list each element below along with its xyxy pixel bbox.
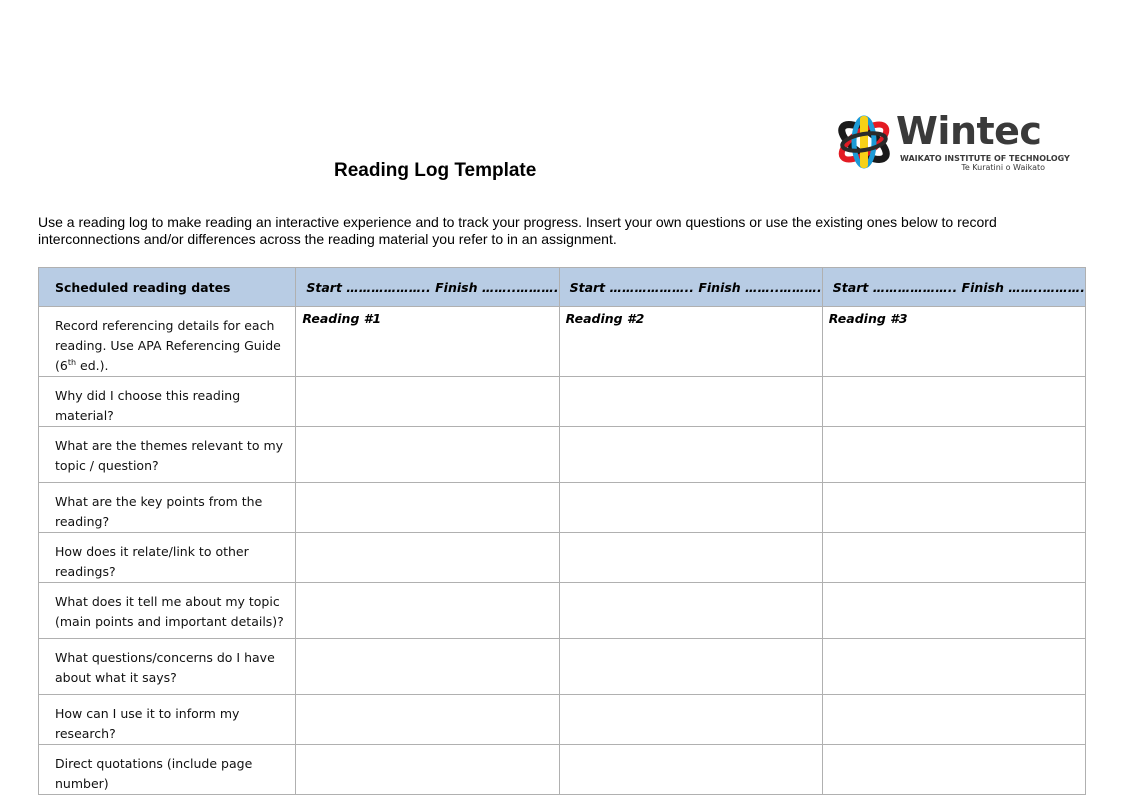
ref-question-sup: th [67, 357, 77, 367]
logo-wordmark: Wintec [896, 109, 1042, 153]
answer-cell[interactable] [296, 427, 559, 483]
start-finish-cell-2[interactable]: Start ……………….. Finish ……..………. [559, 268, 822, 307]
answer-cell[interactable] [296, 377, 559, 427]
answer-cell[interactable] [822, 427, 1085, 483]
reading-1-cell[interactable]: Reading #1 [296, 307, 559, 377]
answer-cell[interactable] [296, 583, 559, 639]
question-cell: What are the key points from the reading? [39, 483, 296, 533]
table-row [39, 307, 1086, 377]
answer-cell[interactable] [296, 483, 559, 533]
table-row [39, 745, 1086, 795]
question-cell-referencing [39, 307, 296, 377]
wintec-logo [834, 109, 1070, 174]
table-row [39, 483, 1086, 533]
intro-paragraph: Use a reading log to make reading an interactive experience and to track your progress. Insert your own questions or use the existing ones below to record interconnections and/or differences across the reading material you refer to in an assignment. [38, 214, 997, 247]
answer-cell[interactable] [822, 695, 1085, 745]
answer-cell[interactable] [822, 533, 1085, 583]
table-row [39, 377, 1086, 427]
logo-subtitle: WAIKATO INSTITUTE OF TECHNOLOGY [900, 154, 1070, 163]
question-cell: Direct quotations (include page number) [39, 745, 296, 795]
question-cell: Why did I choose this reading material? [39, 377, 296, 427]
header-label: Scheduled reading dates [39, 268, 296, 307]
reading-3-cell[interactable]: Reading #3 [822, 307, 1085, 377]
question-cell: What does it tell me about my topic (main points and important details)? [39, 583, 296, 639]
reading-log-table [38, 267, 1086, 795]
table-row [39, 695, 1086, 745]
answer-cell[interactable] [822, 583, 1085, 639]
answer-cell[interactable] [559, 583, 822, 639]
table-row [39, 583, 1086, 639]
answer-cell[interactable] [822, 745, 1085, 795]
table-row [39, 533, 1086, 583]
question-cell: What are the themes relevant to my topic / question? [39, 427, 296, 483]
answer-cell[interactable] [559, 695, 822, 745]
question-cell: What questions/concerns do I have about what it says? [39, 639, 296, 695]
question-cell: How can I use it to inform my research? [39, 695, 296, 745]
question-cell: How does it relate/link to other readings? [39, 533, 296, 583]
answer-cell[interactable] [559, 745, 822, 795]
answer-cell[interactable] [559, 427, 822, 483]
answer-cell[interactable] [296, 745, 559, 795]
answer-cell[interactable] [559, 533, 822, 583]
answer-cell[interactable] [822, 639, 1085, 695]
table-row [39, 427, 1086, 483]
ref-question-text: Record referencing details for each reading. Use APA Referencing Guide (6 [55, 318, 281, 373]
table-row [39, 639, 1086, 695]
answer-cell[interactable] [822, 377, 1085, 427]
answer-cell[interactable] [559, 483, 822, 533]
wintec-logo-icon [834, 112, 894, 172]
table-header-row [39, 268, 1086, 307]
answer-cell[interactable] [296, 639, 559, 695]
answer-cell[interactable] [559, 377, 822, 427]
answer-cell[interactable] [822, 483, 1085, 533]
reading-2-cell[interactable]: Reading #2 [559, 307, 822, 377]
logo-maori-name: Te Kuratini o Waikato [961, 163, 1045, 172]
start-finish-cell-3[interactable]: Start ……………….. Finish ……..………. [822, 268, 1085, 307]
answer-cell[interactable] [296, 533, 559, 583]
answer-cell[interactable] [296, 695, 559, 745]
ref-question-end: ed.). [76, 358, 109, 373]
start-finish-cell-1[interactable]: Start ……………….. Finish ……..………. [296, 268, 559, 307]
answer-cell[interactable] [559, 639, 822, 695]
page-title: Reading Log Template [334, 160, 537, 181]
